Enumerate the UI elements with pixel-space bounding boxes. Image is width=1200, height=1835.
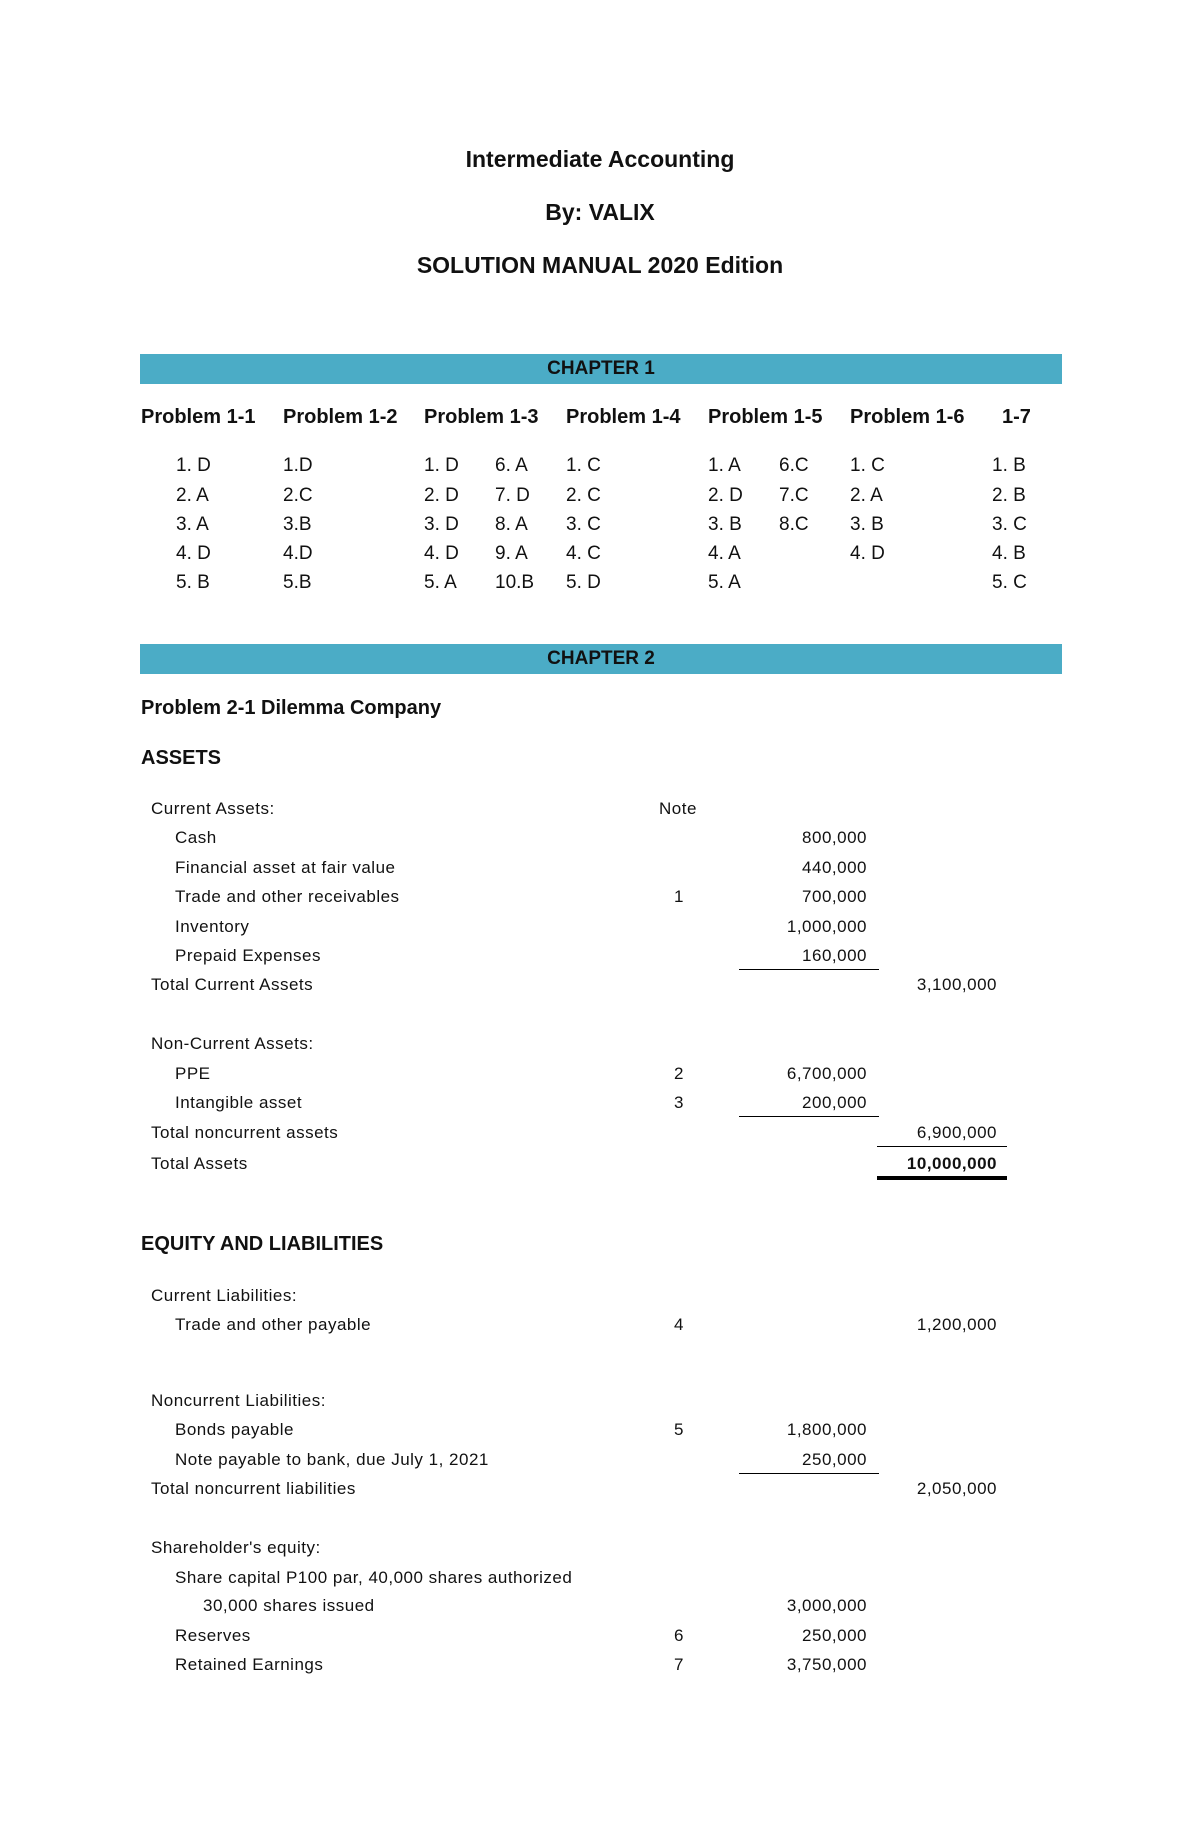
answer-item: 4. A	[708, 543, 741, 564]
ppe-amount: 6,700,000	[786, 1064, 867, 1083]
total-noncurrent-assets-amount: 6,900,000	[916, 1123, 997, 1142]
total-assets-label: Total Assets	[151, 1154, 248, 1173]
current-assets-label: Current Assets:	[151, 799, 275, 818]
answer-item: 7. D	[495, 485, 530, 506]
answer-item: 2. A	[176, 485, 209, 506]
chapter-2-banner: CHAPTER 2	[140, 644, 1062, 674]
intangible-amount: 200,000	[802, 1093, 867, 1112]
answer-item: 5. B	[176, 572, 210, 593]
total-current-assets-label: Total Current Assets	[151, 975, 314, 994]
noncurrent-assets-label: Non-Current Assets:	[151, 1034, 314, 1053]
fv-asset-label: Financial asset at fair value	[175, 858, 396, 877]
document-edition: SOLUTION MANUAL 2020 Edition	[416, 252, 784, 278]
answer-item: 4. C	[566, 543, 601, 564]
answer-item: 2. C	[566, 485, 601, 506]
answer-item: 1. D	[176, 455, 211, 476]
answer-item: 5. A	[424, 572, 457, 593]
double-underline	[877, 1176, 1007, 1180]
answer-item: 1.D	[283, 455, 313, 476]
answer-item: 2.C	[283, 485, 313, 506]
prepaid-label: Prepaid Expenses	[175, 946, 321, 965]
answer-item: 1. C	[566, 455, 601, 476]
reserves-amount: 250,000	[802, 1626, 867, 1645]
answer-item: 4. D	[424, 543, 459, 564]
problem-1-5-header: Problem 1-5	[708, 406, 823, 428]
answer-item: 5. A	[708, 572, 741, 593]
total-assets-amount: 10,000,000	[906, 1154, 997, 1173]
answer-item: 5.B	[283, 572, 312, 593]
answer-item: 6. A	[495, 455, 528, 476]
share-capital-line-1: Share capital P100 par, 40,000 shares authorized	[175, 1568, 573, 1587]
answer-item: 8.C	[779, 514, 809, 535]
cash-label: Cash	[175, 828, 217, 847]
subtotal-underline	[739, 969, 879, 970]
receivables-amount: 700,000	[802, 887, 867, 906]
current-liabilities-label: Current Liabilities:	[151, 1286, 298, 1305]
answer-item: 4.D	[283, 543, 313, 564]
intangible-note: 3	[674, 1093, 684, 1112]
retained-earnings-note: 7	[674, 1655, 684, 1674]
answer-item: 7.C	[779, 485, 809, 506]
inventory-label: Inventory	[175, 917, 250, 936]
answer-item: 3. D	[424, 514, 459, 535]
subtotal-underline	[739, 1473, 879, 1474]
receivables-note: 1	[674, 887, 684, 906]
problem-1-2-header: Problem 1-2	[283, 406, 398, 428]
total-noncurrent-assets-label: Total noncurrent assets	[151, 1123, 339, 1142]
cash-amount: 800,000	[802, 828, 867, 847]
trade-payable-note: 4	[674, 1315, 684, 1334]
answer-item: 4. D	[176, 543, 211, 564]
subtotal-underline	[739, 1116, 879, 1117]
prepaid-amount: 160,000	[802, 946, 867, 965]
answer-item: 1. D	[424, 455, 459, 476]
answer-item: 3.B	[283, 514, 312, 535]
answer-item: 10.B	[495, 572, 535, 593]
answer-item: 1. B	[992, 455, 1026, 476]
retained-earnings-amount: 3,750,000	[786, 1655, 867, 1674]
answer-item: 6.C	[779, 455, 809, 476]
reserves-note: 6	[674, 1626, 684, 1645]
answer-item: 9. A	[495, 543, 528, 564]
chapter-1-banner: CHAPTER 1	[140, 354, 1062, 384]
ppe-label: PPE	[175, 1064, 211, 1083]
answer-item: 3. B	[850, 514, 884, 535]
note-payable-amount: 250,000	[802, 1450, 867, 1469]
document-author: By: VALIX	[545, 199, 655, 225]
equity-label: Shareholder's equity:	[151, 1538, 321, 1557]
note-column-header: Note	[659, 799, 697, 818]
problem-2-1-title: Problem 2-1 Dilemma Company	[141, 697, 442, 719]
ppe-note: 2	[674, 1064, 684, 1083]
assets-heading: ASSETS	[141, 747, 222, 769]
retained-earnings-label: Retained Earnings	[175, 1655, 324, 1674]
reserves-label: Reserves	[175, 1626, 251, 1645]
receivables-label: Trade and other receivables	[175, 887, 400, 906]
problem-1-7-header: 1-7	[1002, 406, 1031, 428]
answer-item: 3. A	[176, 514, 209, 535]
answer-item: 3. B	[708, 514, 742, 535]
document-title: Intermediate Accounting	[465, 146, 735, 172]
answer-item: 3. C	[566, 514, 601, 535]
answer-item: 2. B	[992, 485, 1026, 506]
trade-payable-label: Trade and other payable	[175, 1315, 372, 1334]
total-noncurrent-liabilities-label: Total noncurrent liabilities	[151, 1479, 356, 1498]
problem-1-3-header: Problem 1-3	[424, 406, 539, 428]
fv-asset-amount: 440,000	[802, 858, 867, 877]
problem-1-6-header: Problem 1-6	[850, 406, 965, 428]
answer-item: 5. D	[566, 572, 601, 593]
noncurrent-liabilities-label: Noncurrent Liabilities:	[151, 1391, 326, 1410]
total-noncurrent-liabilities-amount: 2,050,000	[916, 1479, 997, 1498]
total-underline	[877, 1146, 1007, 1147]
share-capital-amount: 3,000,000	[786, 1596, 867, 1615]
trade-payable-amount: 1,200,000	[916, 1315, 997, 1334]
inventory-amount: 1,000,000	[786, 917, 867, 936]
answer-item: 2. A	[850, 485, 883, 506]
bonds-amount: 1,800,000	[786, 1420, 867, 1439]
problem-1-1-header: Problem 1-1	[141, 406, 256, 428]
total-current-assets-amount: 3,100,000	[916, 975, 997, 994]
note-payable-label: Note payable to bank, due July 1, 2021	[175, 1450, 489, 1469]
problem-1-4-header: Problem 1-4	[566, 406, 681, 428]
answer-item: 2. D	[424, 485, 459, 506]
answer-item: 4. B	[992, 543, 1026, 564]
bonds-label: Bonds payable	[175, 1420, 294, 1439]
bonds-note: 5	[674, 1420, 684, 1439]
answer-item: 5. C	[992, 572, 1027, 593]
share-capital-line-2: 30,000 shares issued	[203, 1596, 375, 1615]
equity-liabilities-heading: EQUITY AND LIABILITIES	[141, 1233, 384, 1255]
answer-item: 1. C	[850, 455, 885, 476]
answer-item: 8. A	[495, 514, 528, 535]
answer-item: 2. D	[708, 485, 743, 506]
answer-item: 4. D	[850, 543, 885, 564]
answer-item: 1. A	[708, 455, 741, 476]
answer-item: 3. C	[992, 514, 1027, 535]
intangible-label: Intangible asset	[175, 1093, 303, 1112]
